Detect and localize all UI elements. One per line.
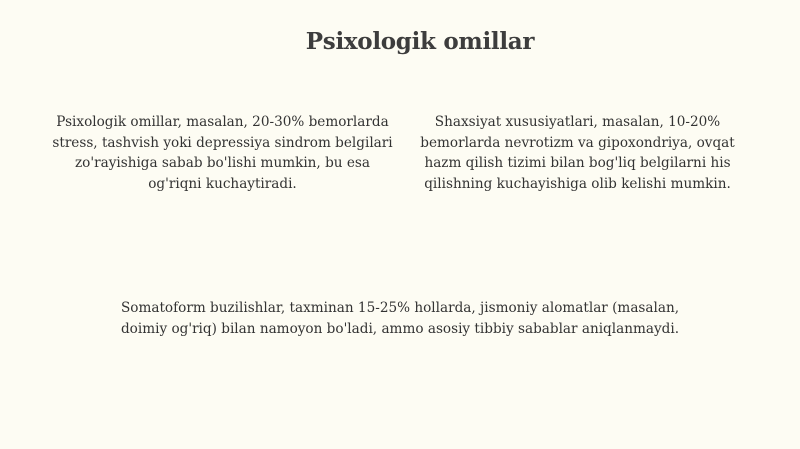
paragraph-somatoform-disorders: Somatoform buzilishlar, taxminan 15-25% hollarda, jismoniy alomatlar (masalan, doimiy og'riq) bilan namoyon bo'ladi, ammo asosiy tibbiy sabablar aniqlanmaydi. (120, 300, 680, 337)
slide-title: Psixologik omillar (305, 28, 535, 55)
paragraph-psychological-factors: Psixologik omillar, masalan, 20-30% bemorlarda stress, tashvish yoki depressiya sindrom belgilari zo'rayishiga sabab bo'lishi mumkin, bu esa og'riqni kuchaytiradi. (52, 114, 393, 192)
paragraph-personality-traits: Shaxsiyat xususiyatlari, masalan, 10-20% bemorlarda nevrotizm va gipoxondriya, ovqat hazm qilish tizimi bilan bog'liq belgilarni his qilishning kuchayishiga olib kelishi mumkin. (420, 114, 735, 192)
